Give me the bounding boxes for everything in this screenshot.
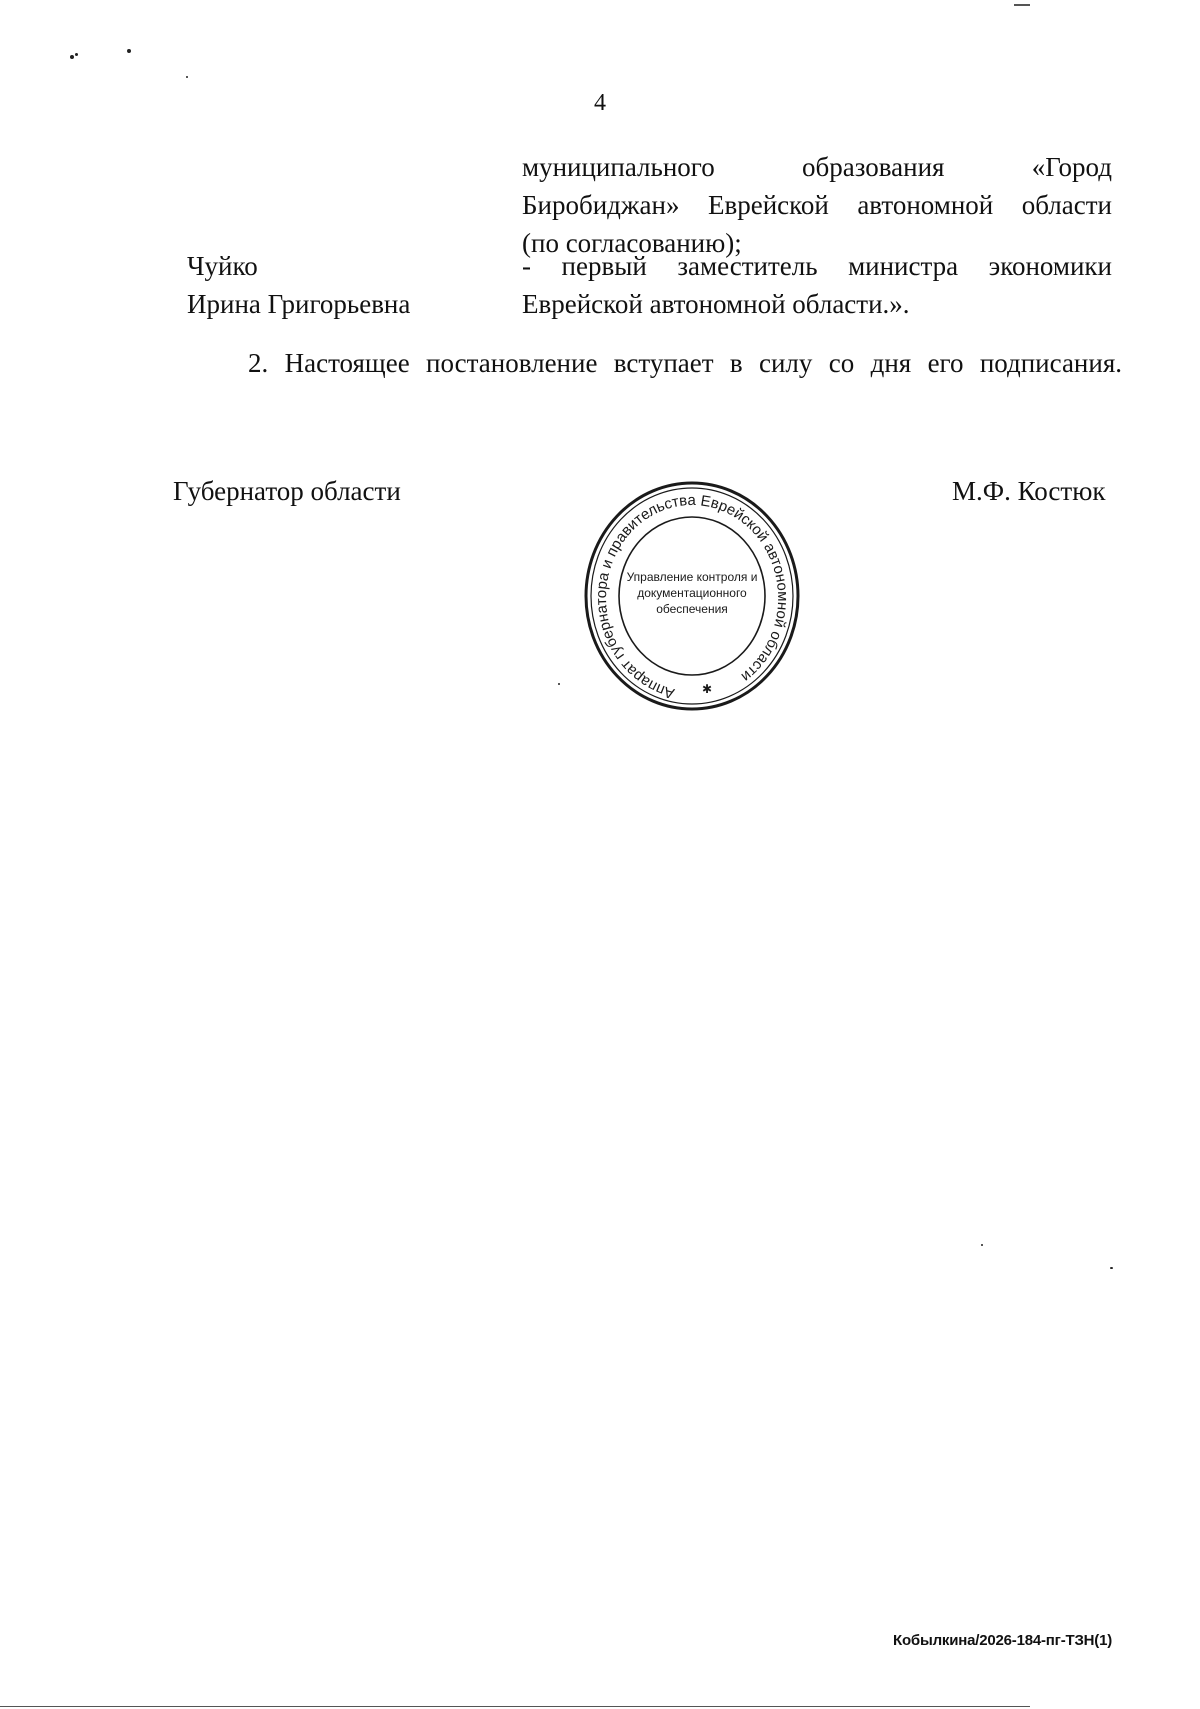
member-name: Ирина Григорьевна — [187, 289, 411, 319]
stamp-inner-line: Управление контроля и — [626, 570, 758, 584]
text-line: - первый заместитель министра экономики — [522, 251, 1112, 281]
scan-speck — [1110, 1267, 1113, 1269]
text-line: муниципального образования «Город — [522, 152, 1112, 182]
stamp-inner-line: обеспечения — [656, 602, 728, 616]
continuation-text — [522, 148, 1112, 262]
text-line: Еврейской автономной области.». — [522, 289, 910, 319]
scan-speck — [75, 53, 78, 56]
stamp-star-icon: ✱ — [701, 682, 713, 696]
scan-speck — [186, 76, 188, 78]
scan-speck — [127, 49, 131, 53]
scan-speck — [981, 1244, 983, 1246]
stamp-inner-line: документационного — [637, 586, 747, 600]
scan-speck — [70, 55, 74, 59]
scan-edge-line — [1014, 4, 1030, 6]
member-position — [522, 247, 1112, 323]
stamp-ring-text: Аппарат губернатора и правительства Еврейской автономной области — [592, 491, 792, 702]
scan-edge-line — [0, 1706, 1030, 1707]
scan-speck — [558, 683, 560, 685]
signatory-name: М.Ф. Костюк — [952, 476, 1106, 506]
signatory-title: Губернатор области — [173, 476, 401, 506]
text-line: (по согласованию); — [522, 228, 742, 258]
text-line: Биробиджан» Еврейской автономной области — [522, 190, 1112, 220]
official-stamp — [582, 478, 802, 714]
page-number: 4 — [594, 90, 606, 116]
document-footer-code: Кобылкина/2026-184-пг-ТЗН(1) — [893, 1632, 1113, 1649]
member-surname: Чуйко — [187, 251, 258, 281]
clause-2: 2. Настоящее постановление вступает в силу со дня его подписания. — [248, 348, 1122, 378]
